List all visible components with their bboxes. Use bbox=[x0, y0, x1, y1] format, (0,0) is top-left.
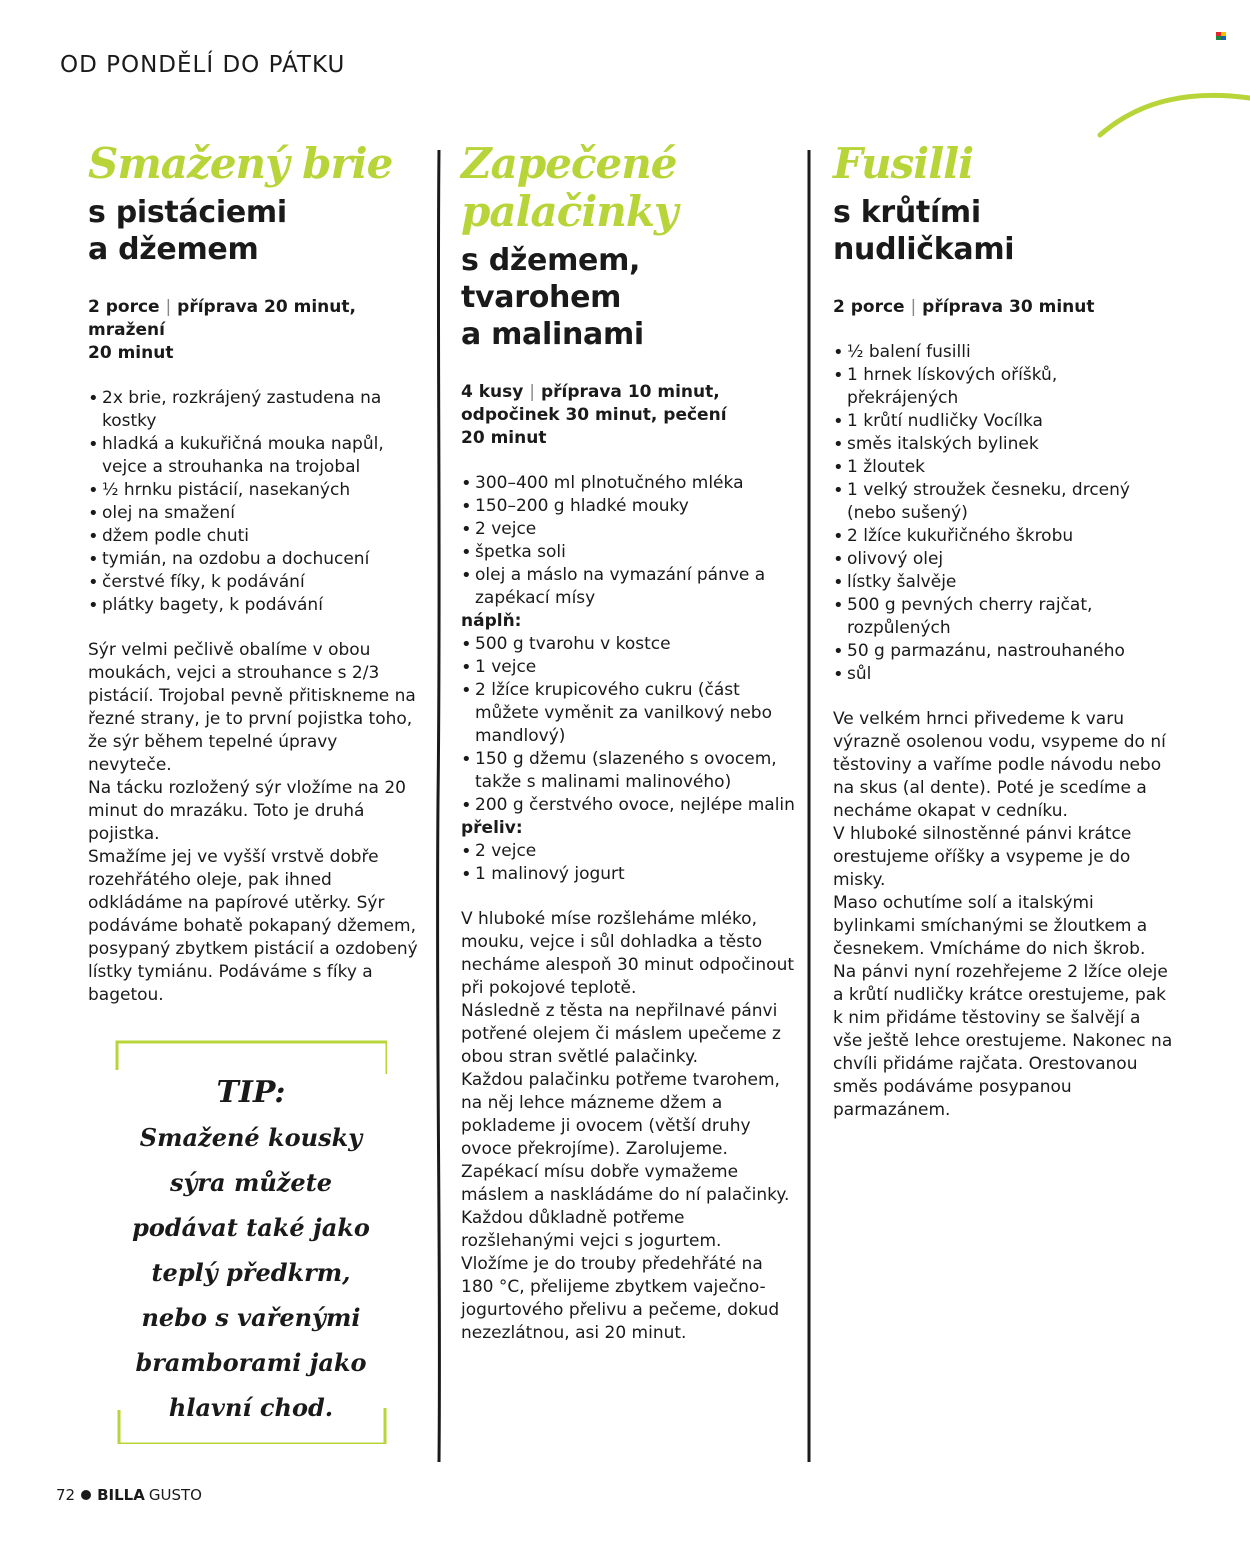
list-item: • špetka soli bbox=[461, 541, 796, 564]
recipe-subtitle: s krůtími nudličkami bbox=[833, 195, 1015, 267]
swoosh-decoration-icon bbox=[1090, 80, 1250, 140]
column-divider-icon bbox=[432, 150, 446, 1462]
page-number: 72 bbox=[56, 1486, 76, 1504]
list-item: • lístky šalvěje bbox=[833, 571, 1173, 594]
method-paragraph: Následně z těsta na nepřilnavé pánvi potřené olejem či máslem upečeme z obou stran světlé palačinky. bbox=[461, 1001, 781, 1067]
page-footer bbox=[56, 1486, 202, 1504]
tip-line: Smažené kousky bbox=[139, 1123, 363, 1152]
method-paragraph: Ve velkém hrnci přivedeme k varu výrazně osolenou vodu, vsypeme do ní těstoviny a vaříme podle návodu nebo na skus (al dente). Poté je scedíme a necháme okapat v cedníku. bbox=[833, 709, 1166, 821]
method-paragraph: Na tácku rozložený sýr vložíme na 20 minut do mrazáku. Toto je druhá pojistka. bbox=[88, 778, 406, 844]
magazine-name: GUSTO bbox=[148, 1486, 202, 1504]
list-item: • 200 g čerstvého ovoce, nejlépe malin bbox=[461, 794, 796, 817]
tip-line: nebo s vařenými bbox=[141, 1303, 361, 1332]
tip-line: bramborami jako bbox=[135, 1348, 367, 1377]
list-item: • 2x brie, rozkrájený zastudena na kostky bbox=[88, 387, 423, 433]
list-item: • 2 vejce bbox=[461, 840, 796, 863]
list-item: • hladká a kukuřičná mouka napůl, vejce a strouhanka na trojobal bbox=[88, 433, 423, 479]
method-paragraph: Smažíme jej ve vyšší vrstvě dobře rozehřátého oleje, pak ihned odkládáme na papírové utěrky. Sýr podáváme bohatě pokapaný džemem, posypaný zbytkem pistácií a ozdobený lístky tymiánu. Podáváme s fíky a bagetou. bbox=[88, 847, 418, 1005]
column-divider-icon bbox=[802, 150, 816, 1462]
list-item: • 50 g parmazánu, nastrouhaného bbox=[833, 640, 1173, 663]
tip-line: podávat také jako bbox=[132, 1213, 370, 1242]
list-item: • 1 malinový jogurt bbox=[461, 863, 796, 886]
list-heading: náplň: bbox=[461, 611, 522, 631]
recipe-subtitle: s džemem, tvarohem a malinami bbox=[461, 243, 644, 352]
list-item: • sůl bbox=[833, 663, 1173, 686]
method-paragraph: Každou palačinku potřeme tvarohem, na něj lehce mázneme džem a poklademe ji ovocem (větší druhy ovoce překrojíme). Zarolujeme. bbox=[461, 1070, 780, 1159]
method-paragraph: Maso ochutíme solí a italskými bylinkami smíchanými se žloutkem a česnekem. Vmícháme do nich škrob. Na pánvi nyní rozehřejeme 2 lžíce oleje a krůtí nudličky krátce orestujeme, pak k nim přidáme těstoviny se šalvějí a vše ještě lehce orestujeme. Nakonec na chvíli přidáme rajčata. Orestovanou směs podáváme posypanou parmazánem. bbox=[833, 893, 1173, 1120]
list-item: • 1 krůtí nudličky Vocílka bbox=[833, 410, 1173, 433]
recipe-method bbox=[833, 708, 1173, 1122]
list-item: • čerstvé fíky, k podávání bbox=[88, 571, 423, 594]
list-item: • olej na smažení bbox=[88, 502, 423, 525]
tip-label: TIP: bbox=[216, 1075, 286, 1110]
bullet-dot-icon bbox=[81, 1490, 91, 1500]
tip-line: teplý předkrm, bbox=[151, 1258, 351, 1287]
recipe-title: Fusilli bbox=[833, 139, 974, 188]
list-item: • 150–200 g hladké mouky bbox=[461, 495, 796, 518]
list-item: • 300–400 ml plnotučného mléka bbox=[461, 472, 796, 495]
list-item: • džem podle chuti bbox=[88, 525, 423, 548]
list-item: • 500 g pevných cherry rajčat, rozpůlených bbox=[833, 594, 1173, 640]
tip-text bbox=[115, 1070, 387, 1430]
brand-logo-icon bbox=[1216, 32, 1226, 40]
recipe-meta: 2 porce | příprava 30 minut bbox=[833, 297, 1095, 317]
list-item: • 2 lžíce kukuřičného škrobu bbox=[833, 525, 1173, 548]
method-paragraph: V hluboké silnostěnné pánvi krátce orestujeme oříšky a vsypeme je do misky. bbox=[833, 824, 1132, 890]
list-item: • olivový olej bbox=[833, 548, 1173, 571]
list-item: • ½ balení fusilli bbox=[833, 341, 1173, 364]
recipe-meta: 4 kusy | příprava 10 minut, odpočinek 30 minut, pečení 20 minut bbox=[461, 382, 727, 448]
list-item: • 1 velký stroužek česneku, drcený (nebo sušený) bbox=[833, 479, 1173, 525]
ingredient-list bbox=[88, 387, 423, 617]
list-heading: přeliv: bbox=[461, 818, 523, 838]
recipe-subtitle: s pistáciemi a džemem bbox=[88, 195, 287, 267]
recipe-fusilli bbox=[833, 140, 1173, 1122]
list-item: • plátky bagety, k podávání bbox=[88, 594, 423, 617]
brand-name: BILLA bbox=[97, 1486, 145, 1504]
list-item: • 1 žloutek bbox=[833, 456, 1173, 479]
ingredient-list bbox=[461, 472, 796, 886]
list-item: • 2 vejce bbox=[461, 518, 796, 541]
method-paragraph: Sýr velmi pečlivě obalíme v obou moukách, vejci a strouhance s 2/3 pistácií. Trojobal pevně přitiskneme na řezné strany, je to první pojistka toho, že sýr během tepelné úpravy nevyteče. bbox=[88, 640, 416, 775]
list-item: • směs italských bylinek bbox=[833, 433, 1173, 456]
list-item: • 2 lžíce krupicového cukru (část můžete vyměnit za vanilkový nebo mandlový) bbox=[461, 679, 796, 748]
recipe-method bbox=[461, 908, 796, 1345]
list-item: • 1 vejce bbox=[461, 656, 796, 679]
tip-line: sýra můžete bbox=[169, 1168, 333, 1197]
list-item: • 500 g tvarohu v kostce bbox=[461, 633, 796, 656]
recipe-meta: 2 porce | příprava 20 minut, mražení 20 minut bbox=[88, 297, 356, 363]
tip-line: hlavní chod. bbox=[168, 1393, 334, 1422]
recipe-smazeny-brie bbox=[88, 140, 423, 1007]
list-item: • 150 g džemu (slazeného s ovocem, takže s malinami malinového) bbox=[461, 748, 796, 794]
method-paragraph: Vložíme je do trouby předehřáté na 180 °C, přelijeme zbytkem vaječno-jogurtového přelivu a pečeme, dokud nezezlátnou, asi 20 minut. bbox=[461, 1254, 780, 1343]
recipe-method bbox=[88, 639, 423, 1007]
tip-box bbox=[115, 1040, 387, 1444]
method-paragraph: V hluboké míse rozšleháme mléko, mouku, vejce i sůl dohladka a těsto necháme alespoň 30 minut odpočinout při pokojové teplotě. bbox=[461, 909, 795, 998]
recipe-zapecene-palacinky bbox=[461, 140, 796, 1345]
list-item: • olej a máslo na vymazání pánve a zapékací mísy bbox=[461, 564, 796, 610]
list-item: • tymián, na ozdobu a dochucení bbox=[88, 548, 423, 571]
method-paragraph: Zapékací mísu dobře vymažeme máslem a naskládáme do ní palačinky. Každou důkladně potřeme rozšlehanými vejci s jogurtem. bbox=[461, 1162, 790, 1251]
recipe-title: Smažený brie bbox=[88, 139, 393, 188]
section-title: OD PONDĚLÍ DO PÁTKU bbox=[60, 52, 346, 78]
list-item: • ½ hrnku pistácií, nasekaných bbox=[88, 479, 423, 502]
ingredient-list bbox=[833, 341, 1173, 686]
recipe-title: Zapečené palačinky bbox=[461, 139, 678, 236]
list-item: • 1 hrnek lískových oříšků, překrájených bbox=[833, 364, 1173, 410]
